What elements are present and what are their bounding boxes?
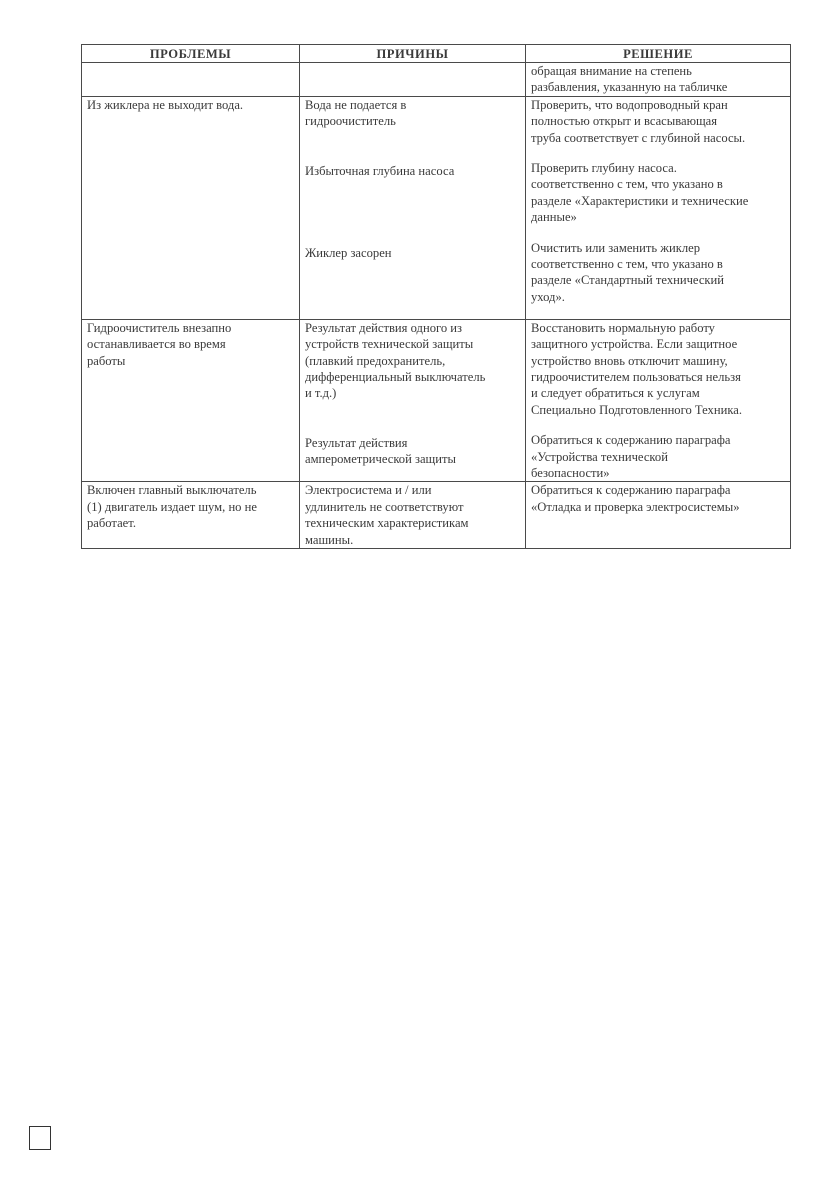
solution-text: Восстановить нормальную работу защитного устройства. Если защитное устройство вновь отключит машину, гидроочистителем пользоваться нельзя и следует обратиться к услугам Специально Подготовленного Техника. [531,320,742,417]
cause-cell [300,96,526,319]
table-row-continuation [82,63,791,97]
cause-text: Электросистема и / или удлинитель не соответствуют техническим характеристикам машины. [305,483,469,547]
table-row [82,319,791,482]
cause-cell [300,482,526,549]
solution-text: обращая внимание на степень разбавления, указанную на табличке [531,64,728,95]
solution-cell [526,63,791,97]
page-number-box [29,1126,51,1150]
table-row [82,96,791,319]
solution-cell [526,319,791,482]
problem-cell [82,96,300,319]
solution-text: Проверить, что водопроводный кран полностью открыт и всасывающая труба соответствует с глубиной насосы. [531,97,746,145]
cause-text: Вода не подается в гидроочиститель [305,97,407,129]
cause-text: Жиклер засорен [305,246,392,261]
problem-cell [82,482,300,549]
header-solution: РЕШЕНИЕ [526,45,791,63]
problem-text: Гидроочиститель внезапно останавливается во время работы [87,320,232,368]
header-problems: ПРОБЛЕМЫ [82,45,300,63]
header-causes: ПРИЧИНЫ [300,45,526,63]
solution-text: Очистить или заменить жиклер соответственно с тем, что указано в разделе «Стандартный технический уход». [531,240,725,304]
cause-text: Результат действия одного из устройств технической защиты (плавкий предохранитель, дифференциальный выключатель и т.д.) [305,320,486,401]
cause-cell [300,319,526,482]
table-row [82,482,791,549]
solution-cell [526,96,791,319]
cause-text: Результат действия амперометрической защиты [305,435,456,467]
solution-cell [526,482,791,549]
cause-cell [300,63,526,97]
cause-text: Избыточная глубина насоса [305,163,455,178]
solution-text: Обратиться к содержанию параграфа «Устройства технической безопасности» [531,433,731,481]
problem-text: Из жиклера не выходит вода. [87,97,244,112]
solution-text: Проверить глубину насоса. соответственно с тем, что указано в разделе «Характеристики и технические данные» [531,161,749,225]
problem-cell [82,319,300,482]
troubleshooting-table [81,44,791,549]
solution-text: Обратиться к содержанию параграфа «Отладка и проверка электросистемы» [531,483,740,514]
problem-cell [82,63,300,97]
table-header-row [82,45,791,63]
problem-text: Включен главный выключатель (1) двигатель издает шум, но не работает. [87,483,257,531]
